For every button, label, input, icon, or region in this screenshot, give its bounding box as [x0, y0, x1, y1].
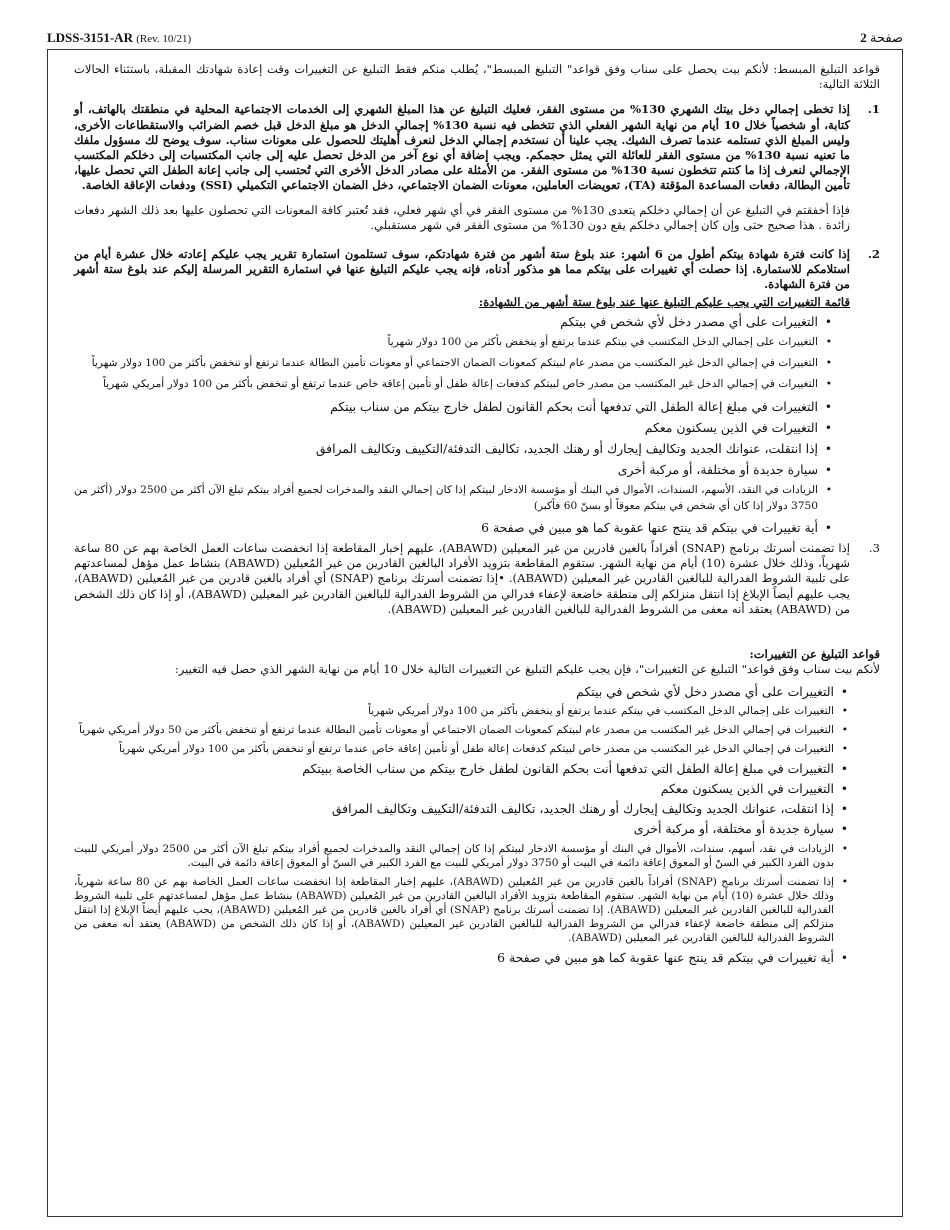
- list-item: • الزيادات في نقد، أسهم، سندات، الأموال في البنك أو مؤسسة الادخار لبيتكم إذا كان إجمالي النقد والمدخرات لجميع أفراد بيتكم تبلغ الآن أكثر من 2500 دولار أمريكي للبيت بدون الفرد الكبير في السنّ أو المعوق إعاقة دائمة في البيت أو 3750 دولار أمريكي للبيت مع الفرد الكبير في السنّ أو المعوق إعاقة دائمة في البيت.: [74, 842, 880, 870]
- list-item: • التغييرات في إجمالي الدخل غير المكتسب من مصدر خاص لبيتكم كدفعات إعالة طفل أو تأمين إعاقة خاص عندما ترتفع أو تنخفض بأكثر من 100 دولار أمريكي شهرياً: [74, 742, 880, 756]
- content-box: [47, 49, 903, 1217]
- list-item: • التغييرات في مبلغ إعالة الطفل التي تدفعها أنت بحكم القانون لطفل خارج بيتكم من سناب الخاصة ببيتكم: [74, 761, 880, 776]
- overpayment-note: فإذا أخفقتم في التبليغ عن أن إجمالي دخلكم يتعدى 130% من مستوى الفقر في أي شهر فعلي، فقد تُعتبر كافة المعونات التي تحصلون عليها بعد ذلك الشهر دفعات زائدة . هذا صحيح حتى وإن كان إجمالي دخلكم يقع دون 130% من مستوى الفقر في شهر مستقبلي.: [74, 202, 850, 232]
- list-item: • التغييرات في إجمالي الدخل غير المكتسب من مصدر عام لبيتكم كمعونات الضمان الاجتماعي أو معونات تأمين البطالة عندما ترتفع أو تنخفض بأكثر من 100 دولار شهرياً: [74, 356, 880, 371]
- item-number: 3.: [868, 541, 880, 556]
- item-text: إذا تخطى إجمالي دخل بيتك الشهري 130% من مستوى الفقر، فعليك التبليغ عن هذا المبلغ الشهري إلى الخدمات الاجتماعية المحلية في منطقتك بالهاتف، أو كتابة، أو شخصياً خلال 10 أيام من نهاية الشهر الفعلي الذي تتخطى فيه نسبة 130% إجمالي الدخل هو مبلغ الدخل قبل خصم الضرائب والاستقطاعات الأخرى، وليس المبلغ الذي تستلمه عندما تصرف الشيك. يجب علينا أن نستخدم إجمالي الدخل لنعرف أهليتك للحصول على معونات سناب. سوف يوضح لك مسؤول ملفك ما تعنيه نسبة 130% من مستوى الفقر للعائلة التي يمثل حجمكم. ويجب إضافة أي نوع آخر من الدخل تحصل عليه إلى جانب المكتسبات إلى دخلكم المكتسب الإجمالي لنعرف إذا ما كنتم تتخطون نسبة 130% من مستوى الفقر. من الأمثلة على مصادر الدخل الأخرى التي تُحتسب إلى جانب إعانة الطفل التي تحصل عليها، تأمين البطالة، دفعات المساعدة المؤقتة (TA)، تعويضات العاملين، معونات الضمان الاجتماعي، دخل الضمان الاجتماعي التكميلي (SSI) ودفعات الإعاقة الخاصة.: [74, 102, 851, 193]
- page-indicator: [860, 30, 903, 46]
- item-number: 1.: [867, 102, 880, 117]
- list-item: • التغييرات على إجمالي الدخل المكتسب في بيتكم عندما يرتفع أو ينخفض بأكثر من 100 دولار أمريكي شهرياً: [74, 704, 880, 718]
- list-item: • التغييرات في إجمالي الدخل غير المكتسب من مصدر خاص لبيتكم كدفعات إعالة طفل أو تأمين إعاقة خاص عندما ترتفع أو تنخفض بأكثر من 100 دولار أمريكي شهرياً: [74, 377, 880, 392]
- item-1: [74, 102, 880, 193]
- list-item: • التغييرات في الذين يسكنون معكم: [74, 781, 880, 796]
- list-item: • الزيادات في النقد، الأسهم، السندات، الأموال في البنك أو مؤسسة الادخار لبيتكم إذا كان إجمالي النقد والمدخرات لجميع أفراد بيتكم تبلغ الآن أكثر من 2500 دولار (أكثر من 3750 دولار إذا كان أي شخص في بيتكم معوقاً أو بسنّ 60 فأكبر): [74, 483, 880, 513]
- list-item: • سيارة جديدة أو مختلفة، أو مركبة أخرى: [74, 821, 880, 836]
- six-month-changes-list: [74, 314, 880, 535]
- form-revision: (Rev. 10/21): [136, 33, 192, 45]
- change-rules-intro: لأنكم بيت سناب وفق قواعد" التبليغ عن التغييرات"، فإن يجب عليكم التبليغ عن التغييرات التالية خلال 10 أيام من نهاية الشهر الذي حصل فيه التغيير:: [174, 662, 880, 677]
- list-item: • أية تغييرات في بيتكم قد ينتج عنها عقوبة كما هو مبين في صفحة 6: [74, 950, 880, 965]
- page-label: صفحة: [870, 30, 903, 45]
- item-text: إذا تضمنت أسرتك برنامج (SNAP) أفراداً بالغين قادرين من غير المعيلين (ABAWD)، عليهم إخبار المقاطعة إذا انخفضت ساعات العمل الخاصة بهم عن 80 ساعة شهرياً، وذلك خلال عشرة (10) أيام من نهاية الشهر. ستقوم المقاطعة بتزويد الأفراد البالغين القادرين من غير المُعيلين (ABAWD) بنشاط عمل مؤهل لمساعدتهم على تلبية الشروط الفدرالية للبالغين القادرين غير المعيلين (ABAWD). •إذا تضمنت أسرتك برنامج (SNAP) أي أفراد بالغين قادرين من غير المُعيلين (ABAWD)، يجب عليهم أيضاً الإبلاغ إذا انتقل منزلكم إلى منطقة خاضعة لإعفاء فدرالي من الشروط الفدرالية للبالغين القادرين غير المعيلين (ABAWD)، أو إذا كان ذلك الشخص من (ABAWD) يعتقد أنه معفى من الشروط الفدرالية للبالغين القادرين غير المعيلين (ABAWD).: [74, 541, 851, 616]
- form-id: LDSS-3151-AR (Rev. 10/21): [47, 30, 192, 45]
- list-item: • إذا تضمنت أسرتك برنامج (SNAP) أفراداً بالغين قادرين من غير المُعيلين (ABAWD)، عليهم إخبار المقاطعة إذا انخفضت ساعات العمل الخاصة بهم عن 80 ساعة شهرياً، وذلك خلال عشرة (10) أيام من نهاية الشهر. ستقوم المقاطعة بتزويد الأفراد البالغين القادرين من غير المُعيلين (ABAWD) بنشاط عمل مؤهل لمساعدتهم على تلبية الشروط الفدرالية للبالغين القادرين غير المعيلين (ABAWD). إذا تضمنت أسرتك برنامج (SNAP) أي أفراد بالغين قادرين من غير المُعيلين (ABAWD)، يجب عليهم أيضاً الإبلاغ إذا انتقل منزلكم إلى منطقة خاضعة لإعفاء فدرالي من الشروط الفدرالية للبالغين القادرين غير المعيلين (ABAWD)، أو إذا كان ذلك الشخص من (ABAWD) يعتقد أنه معفى من الشروط الفدرالية للبالغين القادرين غير المعيلين (ABAWD).: [74, 875, 880, 945]
- list-item: • أية تغييرات في بيتكم قد ينتج عنها عقوبة كما هو مبين في صفحة 6: [74, 520, 880, 535]
- six-month-list-title: قائمة التغييرات التي يجب عليكم التبليغ عنها عند بلوغ ستة أشهر من الشهادة:: [478, 294, 850, 309]
- list-item: • التغييرات على أي مصدر دخل لأي شخص في بيتكم: [74, 314, 880, 329]
- item-number: 2.: [867, 247, 880, 262]
- change-rules-list: [74, 684, 880, 965]
- list-item: • التغييرات في مبلغ إعالة الطفل التي تدفعها أنت بحكم القانون لطفل خارج بيتكم من سناب بيتكم: [74, 399, 880, 414]
- item-3: [74, 541, 880, 617]
- change-rules-title: قواعد التبليغ عن التغييرات:: [749, 647, 880, 662]
- list-item: • التغييرات في إجمالي الدخل غير المكتسب من مصدر عام لبيتكم كمعونات الضمان الاجتماعي أو معونات تأمين البطالة عندما ترتفع أو تنخفض بأكثر من 50 دولار أمريكي شهرياً: [74, 723, 880, 737]
- list-item: • التغييرات على أي مصدر دخل لأي شخص في بيتكم: [74, 684, 880, 699]
- list-item: • التغييرات في الذين يسكنون معكم: [74, 420, 880, 435]
- document-body: [48, 50, 902, 965]
- list-item: • إذا انتقلت، عنوانك الجديد وتكاليف إيجارك أو رهنك الجديد، تكاليف التدفئة/التكييف وتكاليف المرافق: [74, 801, 880, 816]
- list-item: • سيارة جديدة أو مختلفة، أو مركبة أخرى: [74, 462, 880, 477]
- item-text: إذا كانت فترة شهادة بيتكم أطول من 6 أشهر: عند بلوغ ستة أشهر من فترة شهادتكم، سوف تستلمون استمارة تقرير يجب عليكم إعادته خلال عشرة أيام من استلامكم للاستمارة. إذا حصلت أي تغييرات على بيتكم مما هو مذكور أدناه، فإنه يجب عليكم التبليغ عنها في استمارة التقرير المرسلة إليكم عند بلوغ ستة أشهر من فترة الشهادة.: [74, 247, 850, 292]
- list-item: • إذا انتقلت، عنوانك الجديد وتكاليف إيجارك أو رهنك الجديد، تكاليف التدفئة/التكييف وتكاليف المرافق: [74, 441, 880, 456]
- item-2: [74, 247, 880, 293]
- intro-paragraph: قواعد التبليغ المبسط: لأنكم بيت يحصل على سناب وفق قواعد" التبليغ المبسط"، يُطلب منكم فقط التبليغ عن التغييرات وقت إعادة شهادتك المقبلة، باستثناء الحالات الثلاثة التالية:: [74, 62, 880, 92]
- list-item: • التغييرات على إجمالي الدخل المكتسب في بيتكم عندما يرتفع أو ينخفض بأكثر من 100 دولار شهرياً: [74, 335, 880, 350]
- page-number: 2: [860, 30, 867, 45]
- page-header: [47, 30, 903, 48]
